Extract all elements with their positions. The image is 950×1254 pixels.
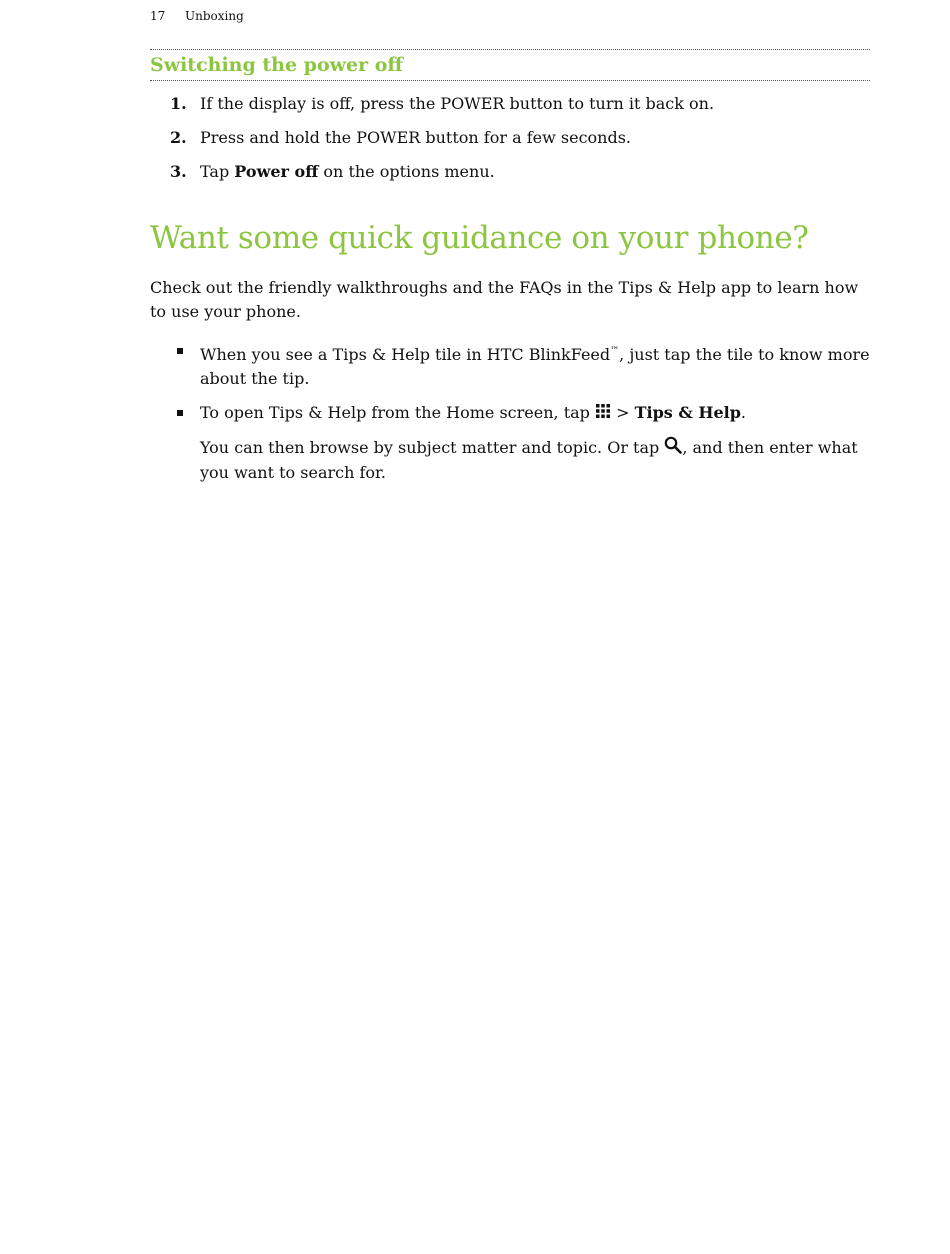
page-number: 17 (150, 9, 166, 23)
chapter-name: Unboxing (185, 9, 244, 23)
bullet-marker (177, 410, 183, 416)
list-item (150, 92, 870, 116)
step-text: Tap (200, 162, 235, 181)
bullet-list (150, 339, 870, 495)
app-name-bold: Tips & Help (634, 403, 741, 422)
sub-paragraph (200, 436, 870, 485)
bullet-text: , just tap the tile to know more about the tip. (200, 345, 870, 388)
step-number: 3. (170, 162, 187, 181)
bullet-text: To open Tips & Help from the Home screen, tap (200, 403, 595, 422)
step-text: If the display is off, press the POWER button to turn it back on. (200, 94, 715, 113)
apps-grid-icon (595, 402, 611, 426)
step-text: Press and hold the POWER button for a few seconds. (200, 128, 632, 147)
step-bold-term: Power off (234, 162, 319, 181)
intro-paragraph: Check out the friendly walkthroughs and the FAQs in the Tips & Help app to learn how to use your phone. (150, 278, 859, 321)
bullet-text: When you see a Tips & Help tile in HTC BlinkFeed (200, 345, 611, 364)
period: . (740, 403, 746, 422)
steps-list (150, 92, 870, 194)
list-item (150, 339, 870, 391)
step-number: 1. (170, 94, 187, 113)
guidance-heading: Want some quick guidance on your phone? (150, 220, 809, 256)
separator: > (611, 403, 635, 422)
list-item (150, 401, 870, 485)
sub-text: , and then enter what you want to search for. (200, 437, 858, 482)
section-heading-block (150, 49, 870, 81)
trademark-symbol: ™ (610, 346, 620, 356)
step-number: 2. (170, 128, 187, 147)
section-title: Switching the power off (150, 54, 403, 76)
list-item (150, 126, 870, 150)
running-header (150, 9, 244, 23)
step-text: on the options menu. (318, 162, 495, 181)
sub-text: You can then browse by subject matter and topic. Or tap (200, 437, 665, 457)
search-icon (664, 436, 682, 461)
bullet-marker (177, 348, 183, 354)
list-item (150, 160, 870, 184)
